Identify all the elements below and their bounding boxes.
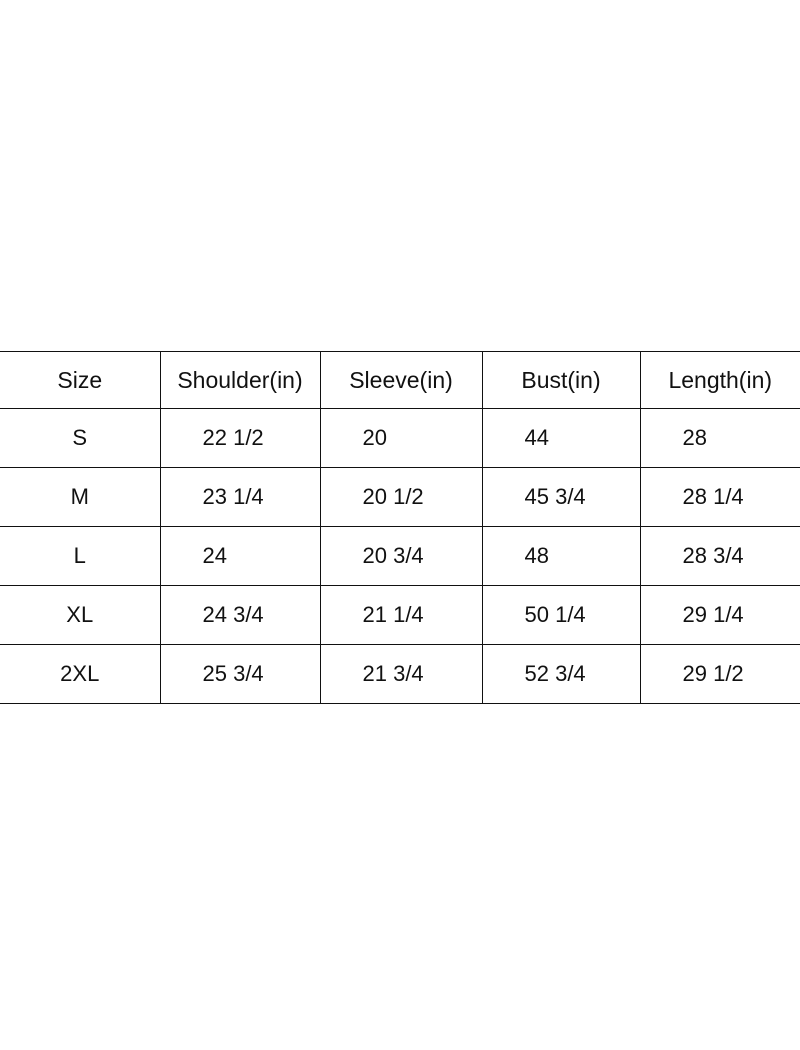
column-header-sleeve: [320, 352, 482, 409]
cell-length-value: 28: [682, 425, 707, 450]
column-header-size-label: Size: [57, 366, 103, 393]
table-row: [0, 586, 800, 645]
cell-shoulder: [160, 468, 320, 527]
cell-bust-value: 52 3/4: [524, 661, 586, 686]
table-header-row: [0, 352, 800, 409]
column-header-shoulder: [160, 352, 320, 409]
cell-length-value: 29 1/4: [682, 602, 744, 627]
cell-size: [0, 409, 160, 468]
cell-bust-value: 48: [524, 543, 549, 568]
cell-sleeve-value: 20 1/2: [362, 484, 424, 509]
cell-sleeve: [320, 527, 482, 586]
cell-sleeve: [320, 586, 482, 645]
cell-length: [640, 468, 800, 527]
cell-shoulder: [160, 645, 320, 704]
cell-length: [640, 409, 800, 468]
column-header-length: [640, 352, 800, 409]
cell-size: [0, 586, 160, 645]
cell-shoulder-value: 22 1/2: [202, 425, 264, 450]
column-header-bust-label: Bust(in): [521, 366, 601, 393]
cell-length: [640, 527, 800, 586]
cell-bust-value: 50 1/4: [524, 602, 586, 627]
column-header-length-label: Length(in): [668, 366, 773, 393]
cell-bust: [482, 586, 640, 645]
cell-shoulder-value: 25 3/4: [202, 661, 264, 686]
cell-bust-value: 45 3/4: [524, 484, 586, 509]
cell-sleeve-value: 20 3/4: [362, 543, 424, 568]
column-header-sleeve-label: Sleeve(in): [349, 366, 453, 393]
column-header-size: [0, 352, 160, 409]
cell-size: [0, 527, 160, 586]
cell-shoulder-value: 24 3/4: [202, 602, 264, 627]
cell-length: [640, 645, 800, 704]
cell-length-value: 29 1/2: [682, 661, 744, 686]
cell-length-value: 28 1/4: [682, 484, 744, 509]
cell-bust-value: 44: [524, 425, 549, 450]
cell-bust: [482, 409, 640, 468]
size-chart-table: [0, 351, 800, 704]
cell-shoulder: [160, 586, 320, 645]
cell-length: [640, 586, 800, 645]
cell-shoulder-value: 24: [202, 543, 227, 568]
table-row: [0, 527, 800, 586]
table-row: [0, 645, 800, 704]
cell-bust: [482, 468, 640, 527]
cell-shoulder-value: 23 1/4: [202, 484, 264, 509]
cell-size-value: 2XL: [60, 661, 100, 686]
cell-sleeve: [320, 468, 482, 527]
cell-length-value: 28 3/4: [682, 543, 744, 568]
size-chart-header: [0, 352, 800, 409]
cell-size-value: S: [72, 425, 88, 450]
cell-bust: [482, 527, 640, 586]
cell-shoulder: [160, 409, 320, 468]
cell-size-value: L: [73, 543, 86, 568]
cell-size-value: M: [70, 484, 89, 509]
table-row: [0, 468, 800, 527]
cell-size-value: XL: [66, 602, 94, 627]
cell-size: [0, 468, 160, 527]
cell-sleeve-value: 21 3/4: [362, 661, 424, 686]
size-chart-body: [0, 409, 800, 704]
cell-shoulder: [160, 527, 320, 586]
cell-sleeve: [320, 645, 482, 704]
cell-size: [0, 645, 160, 704]
cell-sleeve: [320, 409, 482, 468]
size-chart-container: [0, 351, 800, 704]
column-header-bust: [482, 352, 640, 409]
cell-bust: [482, 645, 640, 704]
table-row: [0, 409, 800, 468]
cell-sleeve-value: 21 1/4: [362, 602, 424, 627]
cell-sleeve-value: 20: [362, 425, 387, 450]
column-header-shoulder-label: Shoulder(in): [177, 366, 303, 393]
